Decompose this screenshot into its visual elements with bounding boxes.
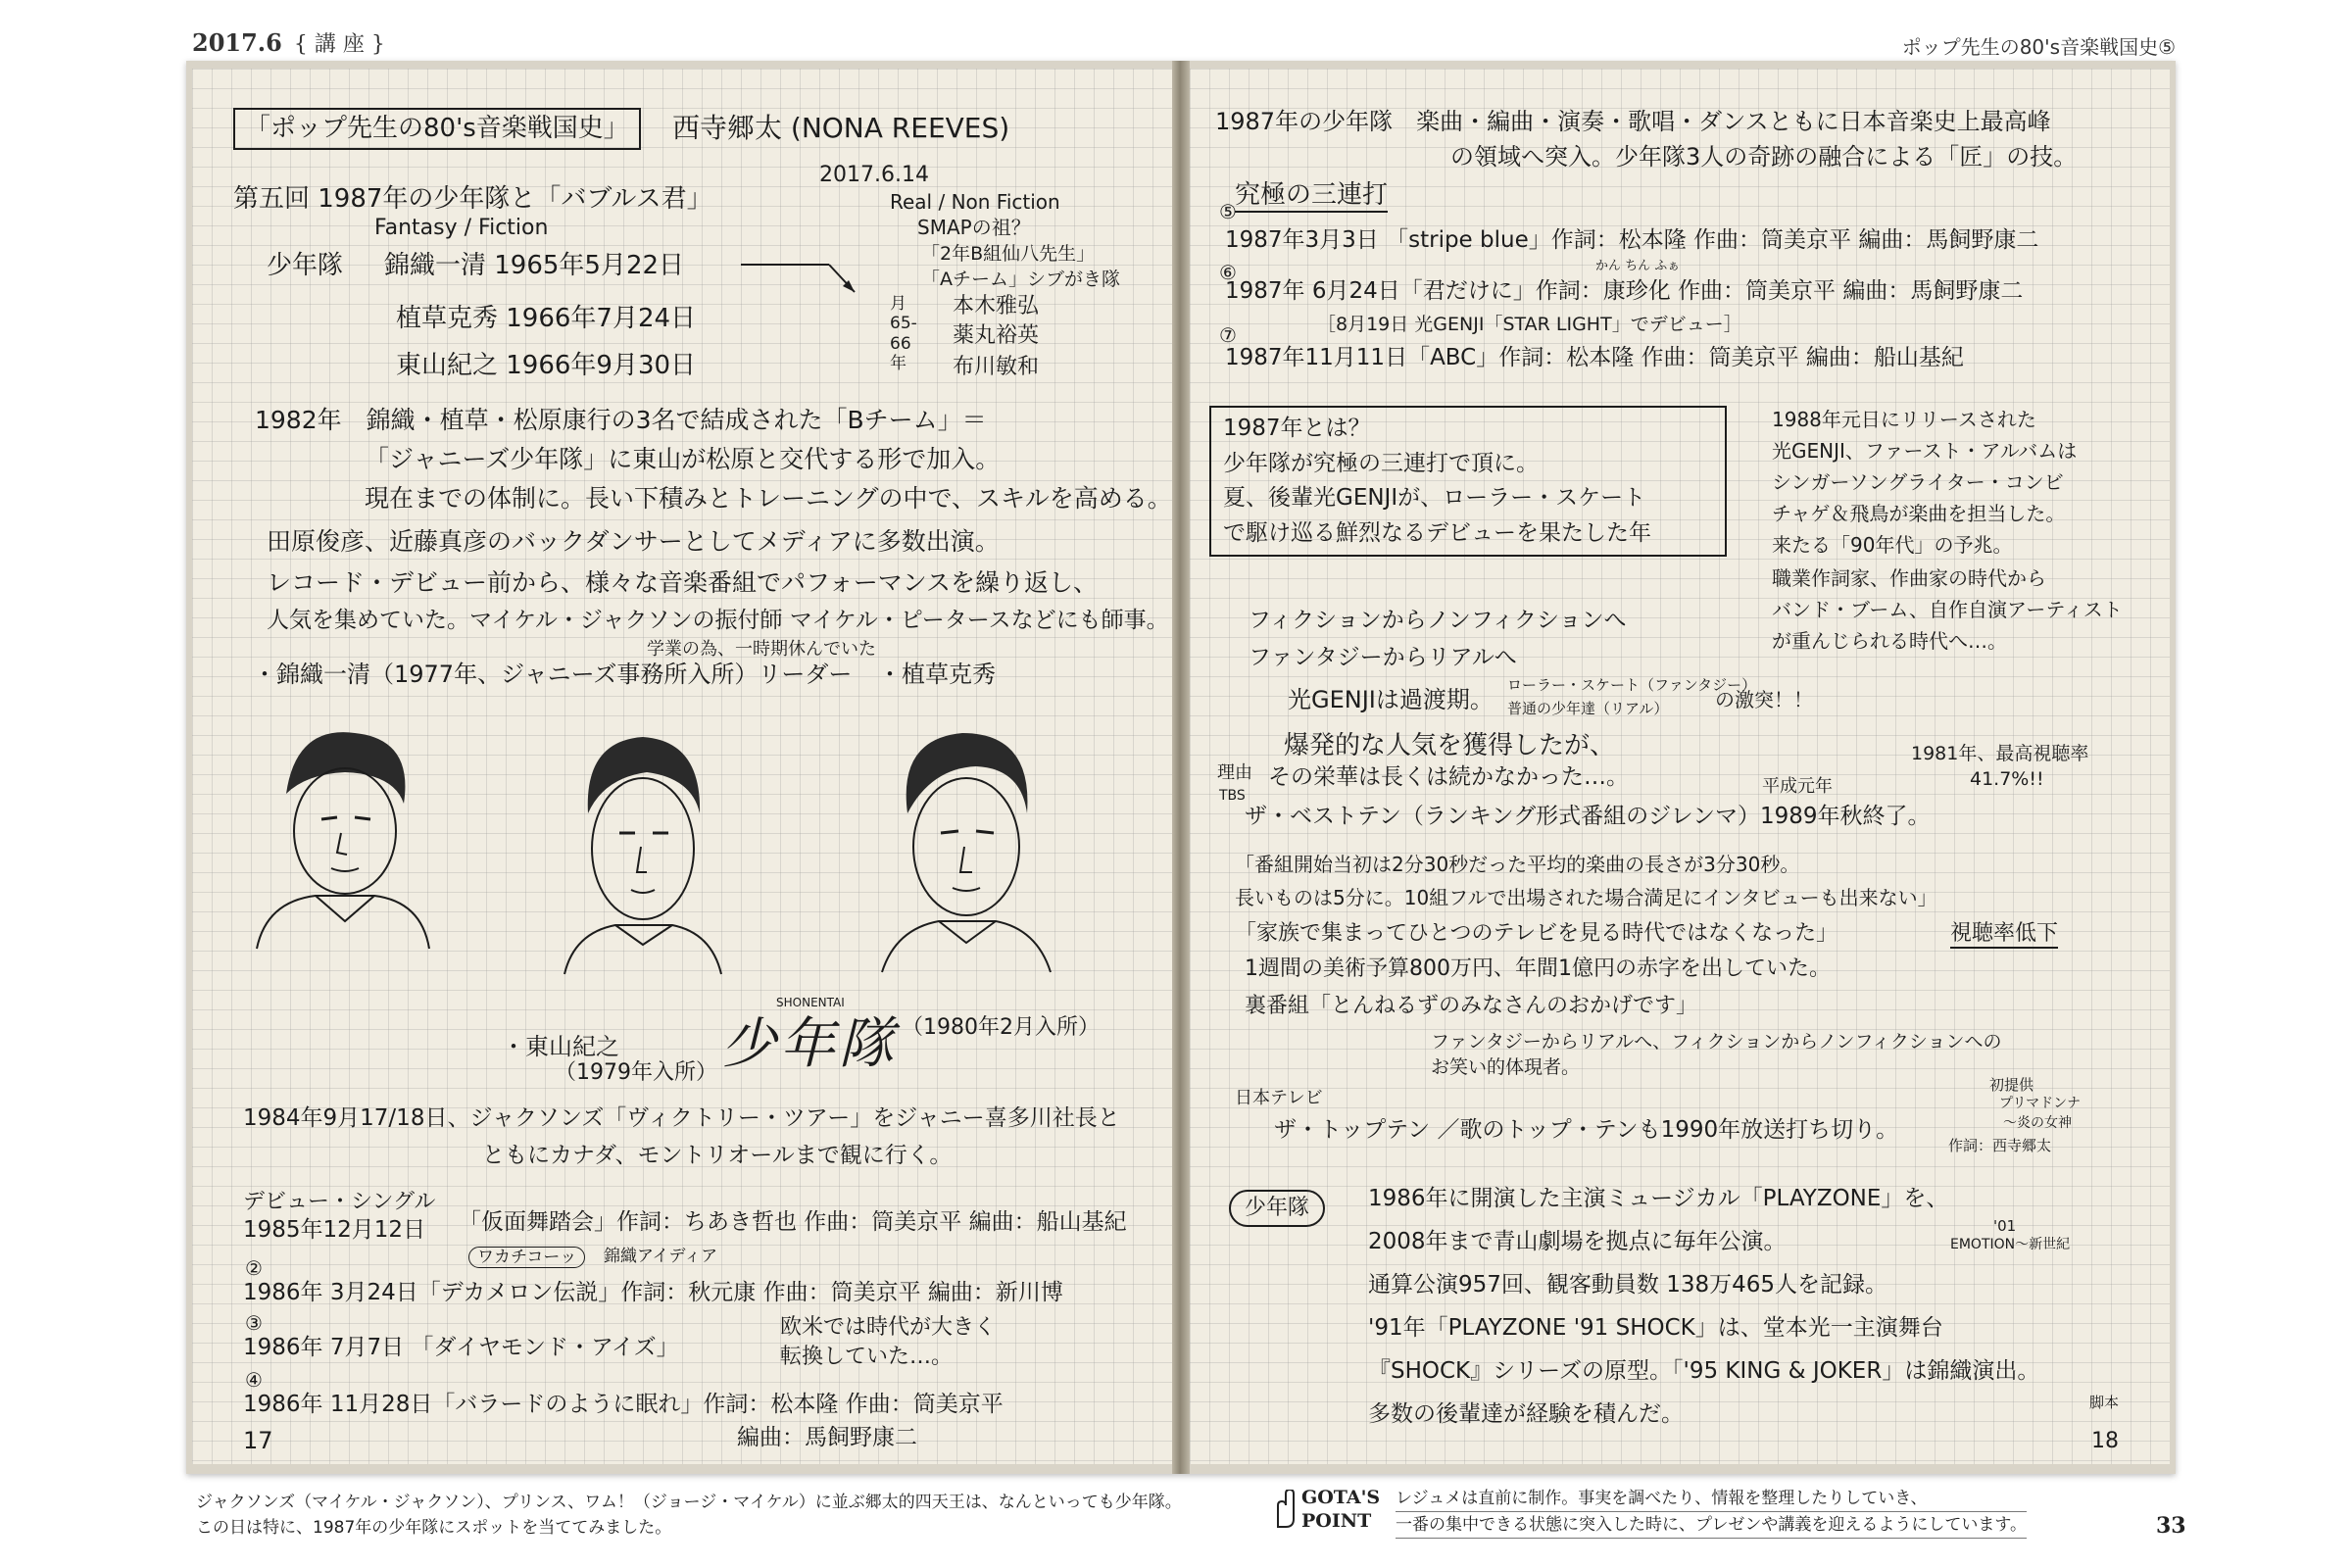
primadonna-note-3: 〜炎の女神 xyxy=(2003,1115,2072,1131)
smap-note: SMAPの祖？ xyxy=(917,216,1031,239)
playzone-line-5: 『SHOCK』シリーズの原型。「'95 KING & JOKER」は錦織演出。 xyxy=(1368,1358,2040,1384)
debut-label: デビュー・シングル xyxy=(243,1190,436,1214)
member-nishikori: 錦織一清 1965年5月22日 xyxy=(384,251,685,280)
bestten-line: ザ・ベストテン（ランキング形式番組のジレンマ）1989年秋終了。 xyxy=(1245,804,1931,829)
genji-line-6: 職業作詞家、作曲家の時代から xyxy=(1772,566,2046,590)
side-note-yakumaru: 薬丸裕英 xyxy=(953,323,1040,348)
lecture-date: 2017.6.14 xyxy=(819,163,929,187)
uekusa-join-year: （1980年2月入所） xyxy=(902,1015,1100,1040)
tbs-label: TBS xyxy=(1219,788,1246,804)
lecture-title: 第五回 1987年の少年隊と「バブルス君」 xyxy=(233,184,712,214)
quote-line-3: 「家族で集まってひとつのテレビを見る時代ではなくなった」 xyxy=(1235,921,1838,946)
intro-line-1: 1987年の少年隊 楽曲・編曲・演奏・歌唱・ダンスともに日本音楽史上最高峰 xyxy=(1215,108,2051,135)
ratings-drop: 視聴率低下 xyxy=(1950,921,2058,949)
explosive-popularity: 爆発的な人気を獲得したが、 xyxy=(1284,731,1616,760)
history-line-2: 「ジャニーズ少年隊」に東山が松原と交代する形で加入。 xyxy=(365,445,1001,473)
side-note-a-team: 「Aチーム」シブがき隊 xyxy=(921,269,1120,290)
playzone-line-2: 2008年まで青山劇場を拠点に毎年公演。 xyxy=(1368,1229,1787,1254)
quote-line-1: 「番組開始当初は2分30秒だった平均的楽曲の長さが3分30秒。 xyxy=(1235,853,1800,876)
playzone-line-4: '91年「PLAYZONE '91 SHOCK」は、堂本光一主演舞台 xyxy=(1368,1315,1943,1341)
shonentai-oval-label: 少年隊 xyxy=(1229,1190,1325,1227)
point-line-1: レジュメは直前に制作。事実を調べたり、情報を整理したりしていき、 xyxy=(1396,1486,2027,1512)
fiction-line-2: ファンタジーからリアルへ xyxy=(1249,645,1517,670)
topten-line: ザ・トップテン ／歌のトップ・テンも1990年放送打ち切り。 xyxy=(1274,1117,1899,1143)
single-7-number: ⑦ xyxy=(1219,323,1237,347)
ura-note-2: お笑い的体現者。 xyxy=(1431,1056,1581,1078)
ura-note-1: ファンタジーからリアルへ、フィクションからノンフィクションへの xyxy=(1431,1031,2002,1053)
photo-caption xyxy=(196,1490,1182,1541)
study-note: 学業の為、一時期休んでいた xyxy=(647,639,876,660)
playzone-line-3: 通算公演957回、観客動員数 138万465人を記録。 xyxy=(1368,1272,1888,1298)
single-6-note: ［8月19日 光GENJI「STAR LIGHT」でデビュー］ xyxy=(1317,314,1742,335)
portrait-nishikori xyxy=(247,715,433,951)
single-1-note: ワカチコーッ xyxy=(468,1247,585,1268)
memo-line-2: 少年隊が究極の三連打で頂に。 xyxy=(1223,450,1539,476)
single-2: 1986年 3月24日「デカメロン伝説」作詞：秋元康 作曲：筒美京平 編曲：新川博 xyxy=(243,1280,1063,1305)
single-4-number: ④ xyxy=(245,1368,263,1392)
side-note-fukawa: 布川敏和 xyxy=(953,355,1040,379)
single-3: 1986年 7月7日 「ダイヤモンド・アイズ」 xyxy=(243,1335,679,1360)
primadonna-note-2: プリマドンナ xyxy=(1999,1096,2082,1111)
right-page-number: 18 xyxy=(2091,1429,2119,1453)
caption-line-2: この日は特に、1987年の少年隊にスポットを当ててみました。 xyxy=(196,1518,672,1538)
side-note-years: 月 65-66 年 xyxy=(890,294,917,374)
heisei-note: 平成元年 xyxy=(1762,776,1833,797)
top-rating: 1981年、最高視聴率 xyxy=(1911,743,2089,764)
single-2-number: ② xyxy=(245,1256,263,1280)
single-7: 1987年11月11日「ABC」作詞：松本隆 作曲：筒美京平 編曲：船山基紀 xyxy=(1225,345,1964,370)
notebook-spread xyxy=(186,61,2176,1474)
issue-date: 2017.6 { 講 座 } xyxy=(192,28,385,57)
point-line-2: 一番の集中できる状態に突入した時に、プレゼンや講義を迎えるようにしています。 xyxy=(1396,1512,2027,1539)
single-3-note-2: 転換していた…。 xyxy=(780,1345,954,1369)
top-rating-value: 41.7%!! xyxy=(1970,768,2044,790)
higashiyama-join-year: （1979年入所） xyxy=(555,1060,717,1085)
quote-line-2: 長いものは5分に。10組フルで出場された場合満足にインタビューも出来ない」 xyxy=(1235,886,1937,909)
glory-line: その栄華は長くは続かなかった…。 xyxy=(1268,764,1629,790)
point-label: POINT xyxy=(1301,1510,1372,1532)
budget-line: 1週間の美術予算800万円、年間1億円の赤字を出していた。 xyxy=(1245,956,1831,981)
single-5-number: ⑤ xyxy=(1219,200,1237,223)
portrait-uekusa xyxy=(868,719,1054,974)
script-note: 脚本 xyxy=(2089,1394,2120,1411)
nishikori-note: ・錦織一清（1977年、ジャニーズ事務所入所）リーダー xyxy=(253,661,853,688)
single-1-idea: 錦織アイディア xyxy=(604,1247,718,1266)
author-name: 西寺郷太 (NONA REEVES) xyxy=(672,112,1010,144)
memo-line-4: で駆け巡る鮮烈なるデビューを果たした年 xyxy=(1223,519,1651,546)
emotion-title: EMOTION〜新世紀 xyxy=(1950,1237,2071,1252)
left-page-number: 17 xyxy=(243,1427,273,1454)
tour-line-1: 1984年9月17/18日、ジャクソンズ「ヴィクトリー・ツアー」をジャニー喜多川社長と xyxy=(243,1105,1120,1131)
logo-subtitle: SHONENTAI xyxy=(776,996,845,1009)
genji-line-2: 光GENJI、ファースト・アルバムは xyxy=(1772,439,2078,463)
history-line-4: 田原俊彦、近藤真彦のバックダンサーとしてメディアに多数出演。 xyxy=(267,527,1000,556)
uekusa-label: ・植草克秀 xyxy=(878,661,996,688)
portrait-higashiyama xyxy=(545,723,731,978)
gotas-label: GOTA'S xyxy=(1301,1487,1381,1508)
category-badge: { 講 座 } xyxy=(293,32,385,57)
genji-transition: 光GENJIは過渡期。 xyxy=(1288,686,1494,713)
history-line-5: レコード・デビュー前から、様々な音楽番組でパフォーマンスを繰り返し、 xyxy=(267,568,1099,597)
lecture-series-title: 「ポップ先生の80's音楽戦国史」 xyxy=(233,108,641,150)
right-page xyxy=(1190,69,2170,1464)
genji-line-1: 1988年元日にリリースされた xyxy=(1772,408,2036,431)
memo-line-1: 1987年とは？ xyxy=(1223,416,1371,441)
gotas-point-title xyxy=(1301,1486,1380,1533)
pointing-hand-icon xyxy=(1270,1490,1296,1529)
single-6-ruby: かん ちん ふぁ xyxy=(1595,259,1681,273)
single-3-note-1: 欧米では時代が大きく xyxy=(780,1315,997,1340)
history-line-1: 1982年 錦織・植草・松原康行の3名で結成された「Bチーム」＝ xyxy=(255,406,987,434)
magazine-page-number: 33 xyxy=(2156,1513,2186,1539)
gotas-point-text xyxy=(1396,1486,2027,1539)
series-title: ポップ先生の80's音楽戦国史⑤ xyxy=(1901,35,2176,59)
primadonna-note-1: 初提供 xyxy=(1989,1076,2034,1094)
playzone-line-1: 1986年に開演した主演ミュージカル「PLAYZONE」を、 xyxy=(1368,1186,1949,1211)
single-5: 1987年3月3日 「stripe blue」作詞：松本隆 作曲：筒美京平 編曲：馬飼野康二 xyxy=(1225,227,2039,253)
history-line-3: 現在までの体制に。長い下積みとトレーニングの中で、スキルを高める。 xyxy=(365,484,1172,513)
genji-line-8: が重んじられる時代へ…。 xyxy=(1772,629,2007,653)
history-line-6: 人気を集めていた。マイケル・ジャクソンの振付師 マイケル・ピータースなどにも師事。 xyxy=(267,608,1169,633)
single-3-number: ③ xyxy=(245,1311,263,1335)
real-note: Real / Non Fiction xyxy=(890,190,1060,214)
ura-program: 裏番組「とんねるずのみなさんのおかげです」 xyxy=(1245,994,1698,1018)
single-6: 1987年 6月24日「君だけに」作詞：康珍化 作曲：筒美京平 編曲：馬飼野康二 xyxy=(1225,278,2024,304)
single-6-number: ⑥ xyxy=(1219,261,1237,284)
single-4-arranger: 編曲：馬飼野康二 xyxy=(737,1425,917,1450)
emotion-year: '01 xyxy=(1993,1217,2017,1235)
tour-line-2: ともにカナダ、モントリオールまで観に行く。 xyxy=(482,1143,953,1168)
roller-skate-note: ローラー・スケート（ファンタジー） xyxy=(1507,676,1757,694)
genji-line-7: バンド・ブーム、自作自演アーティスト xyxy=(1772,598,2123,621)
clash-note: の激突！！ xyxy=(1715,688,1813,711)
notebook-spine xyxy=(1172,61,1190,1474)
primadonna-note-4: 作詞：西寺郷太 xyxy=(1948,1137,2052,1154)
ntv-label: 日本テレビ xyxy=(1235,1088,1323,1108)
higashiyama-label: ・東山紀之 xyxy=(502,1033,619,1060)
ordinary-boys-note: 普通の少年達（リアル） xyxy=(1507,700,1669,717)
single-4: 1986年 11月28日「バラードのように眠れ」作詞：松本隆 作曲：筒美京平 xyxy=(243,1392,1004,1417)
member-uekusa: 植草克秀 1966年7月24日 xyxy=(396,304,697,333)
group-label: 少年隊 xyxy=(267,251,344,280)
side-note-motoki: 本木雅弘 xyxy=(953,294,1040,318)
single-1-info: 「仮面舞踏会」作詞：ちあき哲也 作曲：筒美京平 編曲：船山基紀 xyxy=(459,1209,1127,1235)
genji-line-5: 来たる「90年代」の予兆。 xyxy=(1772,533,2013,557)
member-higashiyama: 東山紀之 1966年9月30日 xyxy=(396,351,697,380)
playzone-line-6: 多数の後輩達が経験を積んだ。 xyxy=(1368,1401,1684,1427)
shonentai-logo: 少年隊 xyxy=(721,1012,898,1076)
memo-line-3: 夏、後輩光GENJIが、ローラー・スケート xyxy=(1223,485,1646,512)
genji-line-3: シンガーソングライター・コンビ xyxy=(1772,470,2064,494)
caption-line-1: ジャクソンズ（マイケル・ジャクソン）、プリンス、ワム！（ジョージ・マイケル）に並ぶ郷太的四天王は、なんといっても少年隊。 xyxy=(196,1493,1182,1512)
fantasy-note: Fantasy / Fiction xyxy=(374,216,549,240)
side-note-sempachi: 「2年B組仙八先生」 xyxy=(921,243,1096,265)
intro-line-2: の領域へ突入。少年隊3人の奇跡の融合による「匠」の技。 xyxy=(1450,143,2078,171)
memo-box-1987 xyxy=(1209,406,1727,557)
single-1-date: 1985年12月12日 xyxy=(243,1217,426,1243)
reason-label: 理由 xyxy=(1217,762,1252,783)
left-page xyxy=(192,69,1172,1464)
ultimate-heading: 究極の三連打 xyxy=(1235,180,1388,213)
genji-line-4: チャゲ＆飛鳥が楽曲を担当した。 xyxy=(1772,502,2066,525)
fiction-line-1: フィクションからノンフィクションへ xyxy=(1249,608,1627,633)
